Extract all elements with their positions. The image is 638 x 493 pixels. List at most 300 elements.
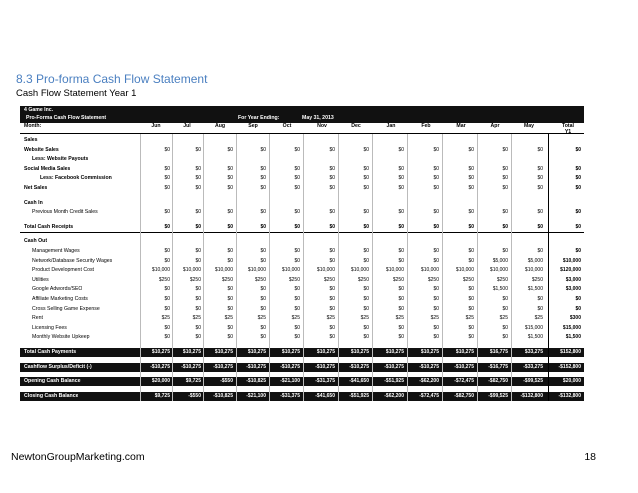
value-cell: $0 <box>195 175 201 182</box>
value-cell: $0 <box>164 286 170 293</box>
value-cell: $0 <box>363 165 369 172</box>
value-cell: $10,275 <box>350 349 369 355</box>
value-cell: $0 <box>195 185 201 191</box>
year-end-date: May 31, 2013 <box>302 115 334 121</box>
value-cell: $25 <box>161 315 170 322</box>
value-cell: -$21,100 <box>246 392 266 399</box>
value-cell: $250 <box>288 276 300 283</box>
table-row <box>20 295 584 304</box>
row-label: Monthly Website Upkeep <box>32 334 90 341</box>
value-cell: $5,000 <box>492 257 508 264</box>
row-label: Management Wages <box>32 248 80 254</box>
row-label: Rent <box>32 315 43 322</box>
value-cell: $250 <box>462 276 474 283</box>
value-cell: $0 <box>502 209 508 216</box>
value-cell: $0 <box>164 175 170 182</box>
value-cell: $0 <box>195 305 201 312</box>
value-cell: $0 <box>164 165 170 172</box>
month-header-oct: Oct <box>282 123 292 129</box>
column-divider <box>338 134 339 401</box>
value-cell: -$550 <box>188 392 201 399</box>
value-cell: -$99,525 <box>488 392 508 399</box>
value-cell: $25 <box>430 315 439 322</box>
page-number: 18 <box>584 451 596 463</box>
total-cell: $300 <box>569 315 581 322</box>
value-cell: $10,000 <box>420 267 439 274</box>
month-header-jul: Jul <box>183 123 191 129</box>
value-cell: -$10,275 <box>454 363 474 370</box>
total-header-year: Y1 <box>564 129 572 135</box>
total-cell: -$132,800 <box>558 392 581 399</box>
value-cell: $0 <box>398 257 404 264</box>
value-cell: $25 <box>395 315 404 322</box>
value-cell: $10,000 <box>151 267 170 274</box>
row-label: Website Sales <box>24 146 59 153</box>
table-row <box>20 223 584 233</box>
value-cell: $0 <box>363 175 369 182</box>
table-row <box>20 305 584 314</box>
value-cell: $0 <box>164 334 170 341</box>
table-row <box>20 257 584 266</box>
value-cell: $10,000 <box>350 267 369 274</box>
table-row <box>20 324 584 333</box>
value-cell: $0 <box>195 146 201 153</box>
value-cell: $0 <box>329 305 335 312</box>
value-cell: $0 <box>398 286 404 293</box>
value-cell: -$10,275 <box>181 363 201 370</box>
value-cell: $0 <box>260 286 266 293</box>
column-divider <box>236 134 237 401</box>
value-cell: $0 <box>363 248 369 254</box>
row-label: Cash In <box>24 199 43 206</box>
value-cell: -$10,275 <box>315 363 335 370</box>
value-cell: $0 <box>227 305 233 312</box>
value-cell: $0 <box>537 296 543 302</box>
value-cell: $33,275 <box>524 349 543 355</box>
value-cell: $0 <box>294 296 300 302</box>
value-cell: $0 <box>164 305 170 312</box>
value-cell: $250 <box>392 276 404 283</box>
value-cell: $0 <box>260 146 266 153</box>
column-divider <box>372 134 373 401</box>
value-cell: $0 <box>227 146 233 153</box>
table-row <box>20 377 584 386</box>
table-row <box>20 247 584 256</box>
value-cell: $0 <box>227 175 233 182</box>
month-names-row <box>20 122 584 135</box>
value-cell: $25 <box>291 315 300 322</box>
total-cell: $120,000 <box>560 267 581 274</box>
value-cell: $0 <box>227 334 233 341</box>
value-cell: $1,500 <box>527 286 543 293</box>
value-cell: $0 <box>363 334 369 341</box>
value-cell: $0 <box>537 223 543 230</box>
value-cell: $0 <box>433 209 439 216</box>
value-cell: $0 <box>398 175 404 182</box>
for-year-ending-label: For Year Ending: <box>238 115 280 121</box>
value-cell: $0 <box>260 334 266 341</box>
value-cell: -$10,275 <box>246 363 266 370</box>
value-cell: $0 <box>398 223 404 230</box>
month-header-feb: Feb <box>421 123 431 129</box>
month-header-mar: Mar <box>456 123 466 129</box>
column-divider <box>140 134 141 401</box>
value-cell: $0 <box>468 146 474 153</box>
total-cell: $3,000 <box>565 276 581 283</box>
value-cell: $0 <box>195 248 201 254</box>
value-cell: $0 <box>329 334 335 341</box>
value-cell: $0 <box>363 324 369 331</box>
value-cell: $0 <box>260 223 266 230</box>
value-cell: $0 <box>363 209 369 216</box>
value-cell: $0 <box>195 223 201 230</box>
value-cell: $25 <box>534 315 543 322</box>
value-cell: $0 <box>195 286 201 293</box>
table-row <box>20 392 584 401</box>
value-cell: $0 <box>260 248 266 254</box>
value-cell: $0 <box>164 324 170 331</box>
value-cell: $10,275 <box>385 349 404 355</box>
total-cell: $20,000 <box>562 378 581 385</box>
row-label: Cash Out <box>24 238 48 245</box>
value-cell: -$62,200 <box>419 378 439 385</box>
total-header: Total <box>561 123 574 129</box>
table-row <box>20 285 584 294</box>
value-cell: $10,275 <box>455 349 474 355</box>
value-cell: $0 <box>433 324 439 331</box>
value-cell: $10,000 <box>489 267 508 274</box>
value-cell: $0 <box>329 223 335 230</box>
total-cell: $0 <box>575 209 581 216</box>
value-cell: $0 <box>433 175 439 182</box>
value-cell: $0 <box>433 223 439 230</box>
value-cell: $0 <box>502 185 508 191</box>
value-cell: -$10,275 <box>280 363 300 370</box>
value-cell: $0 <box>433 146 439 153</box>
value-cell: $0 <box>195 209 201 216</box>
value-cell: $0 <box>502 248 508 254</box>
value-cell: $0 <box>502 146 508 153</box>
value-cell: $0 <box>227 257 233 264</box>
value-cell: $0 <box>502 324 508 331</box>
row-label: Total Cash Receipts <box>24 223 74 230</box>
value-cell: $0 <box>294 175 300 182</box>
value-cell: $9,725 <box>185 378 201 385</box>
value-cell: $0 <box>468 286 474 293</box>
table-row <box>20 333 584 342</box>
value-cell: $0 <box>468 185 474 191</box>
month-header-may: May <box>523 123 535 129</box>
total-cell: $0 <box>575 175 581 182</box>
value-cell: $10,275 <box>214 349 233 355</box>
value-cell: $0 <box>398 185 404 191</box>
value-cell: $0 <box>329 257 335 264</box>
value-cell: $0 <box>537 248 543 254</box>
value-cell: $0 <box>468 223 474 230</box>
value-cell: $0 <box>329 175 335 182</box>
value-cell: -$72,475 <box>454 378 474 385</box>
value-cell: $0 <box>260 209 266 216</box>
table-row <box>20 165 584 174</box>
value-cell: $0 <box>329 146 335 153</box>
value-cell: $0 <box>398 334 404 341</box>
table-row <box>20 155 584 164</box>
value-cell: $10,275 <box>182 349 201 355</box>
value-cell: $0 <box>468 257 474 264</box>
value-cell: -$33,275 <box>523 363 543 370</box>
value-cell: $0 <box>502 175 508 182</box>
value-cell: -$16,775 <box>488 363 508 370</box>
row-label: Less: Website Payouts <box>32 156 89 163</box>
value-cell: $0 <box>227 296 233 302</box>
row-label: Cross Selling Game Expense <box>32 305 100 312</box>
row-label: Google Adwords/SEO <box>32 286 83 293</box>
value-cell: -$132,800 <box>520 392 543 399</box>
month-header-sep: Sep <box>248 123 258 129</box>
row-label: Total Cash Payments <box>24 349 77 355</box>
value-cell: -$10,275 <box>419 363 439 370</box>
month-header-jan: Jan <box>386 123 396 129</box>
value-cell: $250 <box>357 276 369 283</box>
value-cell: $0 <box>294 146 300 153</box>
value-cell: $0 <box>329 209 335 216</box>
value-cell: $0 <box>502 334 508 341</box>
value-cell: $0 <box>294 305 300 312</box>
value-cell: $25 <box>224 315 233 322</box>
value-cell: $10,000 <box>316 267 335 274</box>
value-cell: $0 <box>260 185 266 191</box>
value-cell: $0 <box>468 296 474 302</box>
total-cell: $0 <box>575 165 581 172</box>
value-cell: -$82,750 <box>488 378 508 385</box>
value-cell: $0 <box>164 209 170 216</box>
value-cell: $0 <box>227 324 233 331</box>
total-cell: $0 <box>575 223 581 230</box>
value-cell: -$82,750 <box>454 392 474 399</box>
total-cell: $10,000 <box>562 257 581 264</box>
value-cell: -$31,375 <box>315 378 335 385</box>
page-heading: 8.3 Pro-forma Cash Flow Statement <box>16 72 208 86</box>
value-cell: $0 <box>164 146 170 153</box>
column-divider <box>407 134 408 401</box>
value-cell: $0 <box>195 165 201 172</box>
value-cell: $0 <box>398 248 404 254</box>
footer-website: NewtonGroupMarketing.com <box>11 451 145 463</box>
value-cell: $0 <box>363 185 369 191</box>
value-cell: -$10,275 <box>150 363 170 370</box>
value-cell: $0 <box>398 296 404 302</box>
value-cell: $0 <box>363 286 369 293</box>
value-cell: -$51,925 <box>349 392 369 399</box>
value-cell: $0 <box>537 165 543 172</box>
value-cell: $250 <box>158 276 170 283</box>
month-header-nov: Nov <box>317 123 327 129</box>
value-cell: $0 <box>468 165 474 172</box>
value-cell: -$51,925 <box>384 378 404 385</box>
column-divider <box>203 134 204 401</box>
value-cell: $10,000 <box>281 267 300 274</box>
value-cell: $0 <box>294 185 300 191</box>
table-row <box>20 237 584 246</box>
value-cell: $0 <box>468 248 474 254</box>
table-row <box>20 348 584 357</box>
value-cell: $0 <box>294 223 300 230</box>
value-cell: $0 <box>468 209 474 216</box>
table-row <box>20 146 584 155</box>
value-cell: $0 <box>363 146 369 153</box>
value-cell: $0 <box>195 334 201 341</box>
column-divider <box>269 134 270 401</box>
value-cell: $250 <box>531 276 543 283</box>
value-cell: $0 <box>195 324 201 331</box>
month-header-apr: Apr <box>490 123 500 129</box>
statement-title: Pro-Forma Cash Flow Statement <box>26 115 107 121</box>
value-cell: $0 <box>363 223 369 230</box>
value-cell: $0 <box>260 257 266 264</box>
row-label: Cashflow Surplus/Deficit (-) <box>24 363 92 370</box>
row-label: Social Media Sales <box>24 165 71 172</box>
value-cell: $0 <box>329 185 335 191</box>
value-cell: $0 <box>433 334 439 341</box>
row-label: Network/Database Security Wages <box>32 257 113 264</box>
value-cell: $0 <box>227 185 233 191</box>
column-divider <box>442 134 443 401</box>
value-cell: $250 <box>323 276 335 283</box>
total-cell: $3,000 <box>565 286 581 293</box>
value-cell: $0 <box>260 175 266 182</box>
row-label: Affiliate Marketing Costs <box>32 296 88 302</box>
value-cell: $0 <box>502 305 508 312</box>
value-cell: $0 <box>227 165 233 172</box>
value-cell: $0 <box>537 305 543 312</box>
table-row <box>20 208 584 217</box>
table-row <box>20 266 584 275</box>
value-cell: $0 <box>164 223 170 230</box>
value-cell: $25 <box>499 315 508 322</box>
value-cell: $0 <box>260 165 266 172</box>
value-cell: $250 <box>427 276 439 283</box>
column-divider <box>303 134 304 401</box>
value-cell: $10,275 <box>247 349 266 355</box>
total-cell: $1,500 <box>565 334 581 341</box>
value-cell: -$31,375 <box>280 392 300 399</box>
value-cell: $5,000 <box>527 257 543 264</box>
value-cell: $0 <box>195 296 201 302</box>
table-row <box>20 136 584 145</box>
column-divider <box>172 134 173 401</box>
value-cell: $0 <box>260 324 266 331</box>
total-cell: -$152,800 <box>558 363 581 370</box>
value-cell: $10,000 <box>182 267 201 274</box>
value-cell: $250 <box>221 276 233 283</box>
column-divider <box>511 134 512 401</box>
table-row <box>20 184 584 193</box>
value-cell: $10,000 <box>385 267 404 274</box>
value-cell: $0 <box>398 305 404 312</box>
value-cell: $0 <box>468 334 474 341</box>
value-cell: $0 <box>260 296 266 302</box>
value-cell: $0 <box>363 296 369 302</box>
value-cell: $0 <box>294 334 300 341</box>
column-divider <box>548 134 549 401</box>
value-cell: $25 <box>257 315 266 322</box>
value-cell: -$10,825 <box>246 378 266 385</box>
table-row <box>20 199 584 208</box>
value-cell: $0 <box>329 324 335 331</box>
value-cell: $0 <box>537 209 543 216</box>
row-label: Utilities <box>32 276 49 283</box>
total-cell: $0 <box>575 146 581 153</box>
value-cell: $10,000 <box>524 267 543 274</box>
value-cell: $25 <box>326 315 335 322</box>
value-cell: $0 <box>260 305 266 312</box>
value-cell: $0 <box>537 185 543 191</box>
value-cell: $0 <box>398 324 404 331</box>
value-cell: $10,275 <box>420 349 439 355</box>
value-cell: $0 <box>227 209 233 216</box>
value-cell: $10,000 <box>247 267 266 274</box>
total-cell: $0 <box>575 296 581 302</box>
value-cell: $0 <box>329 286 335 293</box>
value-cell: $0 <box>363 257 369 264</box>
row-label: Net Sales <box>24 185 48 191</box>
month-header-jun: Jun <box>151 123 161 129</box>
row-label: Sales <box>24 137 38 143</box>
value-cell: $10,000 <box>214 267 233 274</box>
total-cell: $15,000 <box>562 324 581 331</box>
value-cell: $0 <box>433 305 439 312</box>
value-cell: $0 <box>227 223 233 230</box>
value-cell: $10,275 <box>281 349 300 355</box>
row-label: Opening Cash Balance <box>24 378 81 385</box>
value-cell: $0 <box>294 286 300 293</box>
total-cell: $0 <box>575 248 581 254</box>
value-cell: $10,275 <box>151 349 170 355</box>
value-cell: $0 <box>398 146 404 153</box>
value-cell: $0 <box>363 305 369 312</box>
company-name: 4 Game Inc. <box>24 107 54 113</box>
value-cell: $0 <box>195 257 201 264</box>
month-label: Month: <box>24 123 42 129</box>
total-cell: $152,800 <box>560 349 581 355</box>
column-divider <box>477 134 478 401</box>
value-cell: $9,725 <box>154 392 170 399</box>
value-cell: $0 <box>227 248 233 254</box>
value-cell: $0 <box>164 296 170 302</box>
value-cell: -$10,275 <box>349 363 369 370</box>
value-cell: -$99,525 <box>523 378 543 385</box>
value-cell: $0 <box>294 165 300 172</box>
value-cell: $0 <box>468 305 474 312</box>
value-cell: $0 <box>329 296 335 302</box>
table-row <box>20 174 584 183</box>
value-cell: $10,275 <box>316 349 335 355</box>
row-label: Product Development Cost <box>32 267 94 274</box>
value-cell: -$72,475 <box>419 392 439 399</box>
value-cell: $0 <box>164 185 170 191</box>
value-cell: $0 <box>502 165 508 172</box>
value-cell: -$41,650 <box>349 378 369 385</box>
value-cell: $0 <box>468 324 474 331</box>
value-cell: $0 <box>329 165 335 172</box>
row-label: Closing Cash Balance <box>24 392 79 399</box>
value-cell: $20,000 <box>151 378 170 385</box>
value-cell: $0 <box>433 165 439 172</box>
value-cell: $1,500 <box>492 286 508 293</box>
table-row <box>20 314 584 323</box>
table-row <box>20 276 584 285</box>
row-label: Less: Facebook Commission <box>40 175 112 182</box>
